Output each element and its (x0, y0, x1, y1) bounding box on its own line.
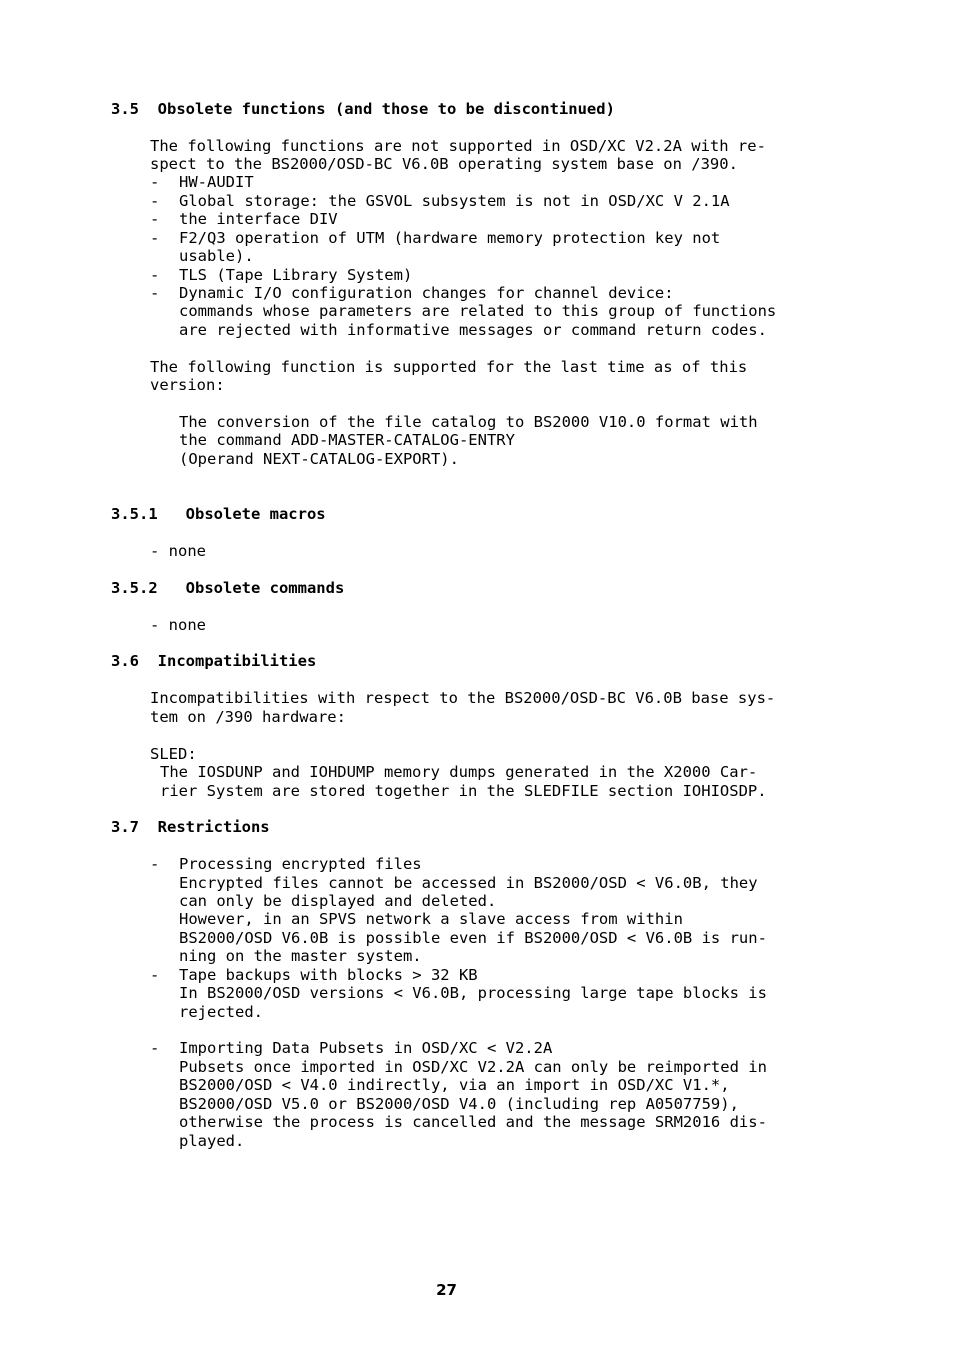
paragraph-line: (Operand NEXT-CATALOG-EXPORT). (179, 450, 459, 468)
list-item-continuation: otherwise the process is cancelled and the message SRM2016 dis- (179, 1113, 767, 1131)
list-item-continuation: commands whose parameters are related to this group of functions (179, 302, 777, 320)
list-item: Dynamic I/O configuration changes for channel device: (179, 284, 674, 302)
list-item-continuation: are rejected with informative messages or command return codes. (179, 321, 767, 339)
list-item-continuation: However, in an SPVS network a slave access from within (179, 910, 683, 928)
section-heading-3-5: 3.5 Obsolete functions (and those to be discontinued) (111, 100, 615, 118)
paragraph-line: The IOSDUNP and IOHDUMP memory dumps generated in the X2000 Car- (160, 763, 758, 781)
section-heading-3-5-2: 3.5.2 Obsolete commands (111, 579, 345, 597)
list-item-continuation: BS2000/OSD V5.0 or BS2000/OSD V4.0 (including rep A0507759), (179, 1095, 739, 1113)
list-item-continuation: In BS2000/OSD versions < V6.0B, processing large tape blocks is (179, 984, 767, 1002)
list-item-continuation: BS2000/OSD V6.0B is possible even if BS2000/OSD < V6.0B is run- (179, 929, 767, 947)
paragraph-line: rier System are stored together in the SLEDFILE section IOHIOSDP. (160, 782, 767, 800)
list-item-continuation: ning on the master system. (179, 947, 422, 965)
list-item: Processing encrypted files (179, 855, 422, 873)
paragraph-line: The following functions are not supported in OSD/XC V2.2A with re- (150, 137, 766, 155)
list-item: Global storage: the GSVOL subsystem is not in OSD/XC V 2.1A (179, 192, 730, 210)
section-heading-3-5-1: 3.5.1 Obsolete macros (111, 505, 326, 523)
list-bullet: - (150, 192, 160, 210)
list-bullet: - (150, 173, 160, 191)
paragraph-line: - none (150, 542, 206, 560)
sled-label: SLED: (150, 745, 197, 763)
page-number: 27 (436, 1281, 457, 1299)
list-item-continuation: BS2000/OSD < V4.0 indirectly, via an import in OSD/XC V1.*, (179, 1076, 730, 1094)
paragraph-line: spect to the BS2000/OSD-BC V6.0B operating system base on /390. (150, 155, 738, 173)
paragraph-line: the command ADD-MASTER-CATALOG-ENTRY (179, 431, 515, 449)
paragraph-line: - none (150, 616, 206, 634)
list-bullet: - (150, 229, 160, 247)
paragraph-line: The following function is supported for the last time as of this (150, 358, 748, 376)
list-item-continuation: played. (179, 1132, 245, 1150)
list-item: Importing Data Pubsets in OSD/XC < V2.2A (179, 1039, 553, 1057)
paragraph-line: The conversion of the file catalog to BS2000 V10.0 format with (179, 413, 758, 431)
list-item-continuation: Pubsets once imported in OSD/XC V2.2A can only be reimported in (179, 1058, 767, 1076)
paragraph-line: tem on /390 hardware: (150, 708, 346, 726)
list-item-continuation: usable). (179, 247, 254, 265)
list-item: F2/Q3 operation of UTM (hardware memory protection key not (179, 229, 721, 247)
list-bullet: - (150, 210, 160, 228)
paragraph-line: Incompatibilities with respect to the BS2000/OSD-BC V6.0B base sys- (150, 689, 776, 707)
list-item: TLS (Tape Library System) (179, 266, 413, 284)
list-item: HW-AUDIT (179, 173, 254, 191)
list-item: Tape backups with blocks > 32 KB (179, 966, 478, 984)
list-bullet: - (150, 284, 160, 302)
list-item-continuation: can only be displayed and deleted. (179, 892, 497, 910)
list-item-continuation: rejected. (179, 1003, 263, 1021)
paragraph-line: version: (150, 376, 225, 394)
section-heading-3-7: 3.7 Restrictions (111, 818, 270, 836)
list-item: the interface DIV (179, 210, 338, 228)
list-bullet: - (150, 1039, 160, 1057)
list-bullet: - (150, 966, 160, 984)
list-item-continuation: Encrypted files cannot be accessed in BS2000/OSD < V6.0B, they (179, 874, 758, 892)
list-bullet: - (150, 855, 160, 873)
section-heading-3-6: 3.6 Incompatibilities (111, 652, 317, 670)
list-bullet: - (150, 266, 160, 284)
